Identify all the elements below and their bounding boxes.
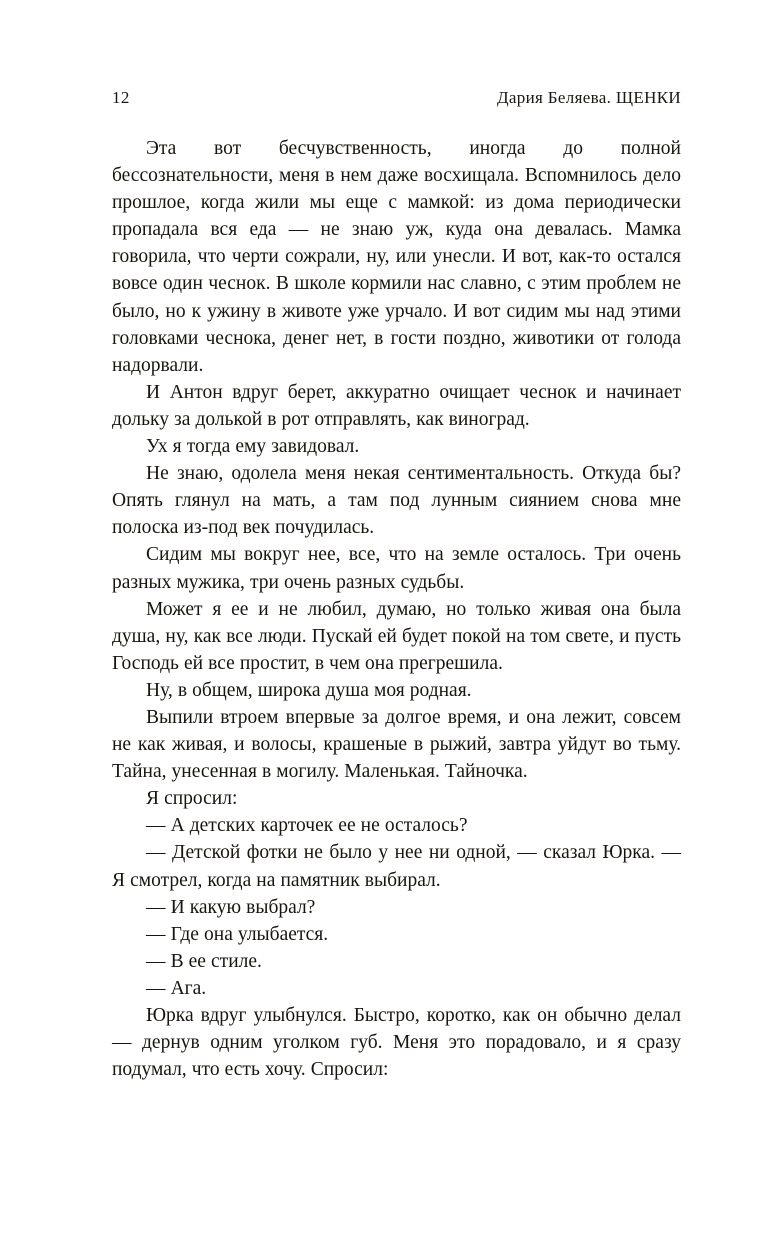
page-header: [112, 88, 681, 108]
paragraph: — Детской фотки не было у нее ни одной, — сказал Юрка. — Я смотрел, когда на памятник выбирал.: [112, 842, 681, 891]
paragraph: Я спросил:: [146, 788, 238, 810]
paragraph: — А детских карточек ее не осталось?: [146, 815, 468, 837]
paragraph: Ух я тогда ему завидовал.: [146, 436, 360, 458]
paragraph: Сидим мы вокруг нее, все, что на земле осталось. Три очень разных мужика, три очень разных судьбы.: [112, 544, 681, 593]
paragraph: Выпили втроем впервые за долгое время, и она лежит, совсем не как живая, и волосы, крашеные в рыжий, завтра уйдут во тьму. Тайна, унесенная в могилу. Маленькая. Тайночка.: [112, 706, 681, 783]
paragraph: — Ага.: [146, 977, 207, 999]
paragraph: И Антон вдруг берет, аккуратно очищает чеснок и начинает дольку за долькой в рот отправлять, как виноград.: [112, 381, 681, 430]
page-number: 12: [112, 88, 130, 107]
paragraph: Эта вот бесчувственность, иногда до полной бессознательности, меня в нем даже восхищала. Вспомнилось дело прошлое, когда жили мы еще с мамкой: из дома периодически пропадала вся еда — не знаю уж, куда она девалась. Мамка говорила, что черти сожрали, ну, или унесли. И вот, как-то остался вовсе один чеснок. В школе кормили нас славно, с этим проблем не было, но к ужину в животе уже урчало. И вот сидим мы над этими головками чеснока, денег нет, в гости поздно, животики от голода надорвали.: [112, 138, 681, 376]
paragraph: — И какую выбрал?: [146, 896, 316, 918]
body-text: [112, 135, 681, 1083]
paragraph: Юрка вдруг улыбнулся. Быстро, коротко, как он обычно делал — дернув одним уголком губ. Меня это порадовало, и я сразу подумал, что есть хочу. Спросил:: [112, 1005, 681, 1081]
paragraph: Может я ее и не любил, думаю, но только живая она была душа, ну, как все люди. Пускай ей будет покой на том свете, и пусть Господь ей все простит, в чем она прегрешила.: [112, 598, 681, 674]
running-title: Дария Беляева. ЩЕНКИ: [496, 88, 681, 107]
paragraph: — В ее стиле.: [146, 950, 262, 972]
paragraph: Ну, в общем, широка душа моя родная.: [146, 679, 472, 701]
paragraph: Не знаю, одолела меня некая сентиментальность. Откуда бы? Опять глянул на мать, а там под лунным сиянием снова мне полоска из-под век почудилась.: [112, 463, 681, 539]
paragraph: — Где она улыбается.: [146, 923, 329, 945]
